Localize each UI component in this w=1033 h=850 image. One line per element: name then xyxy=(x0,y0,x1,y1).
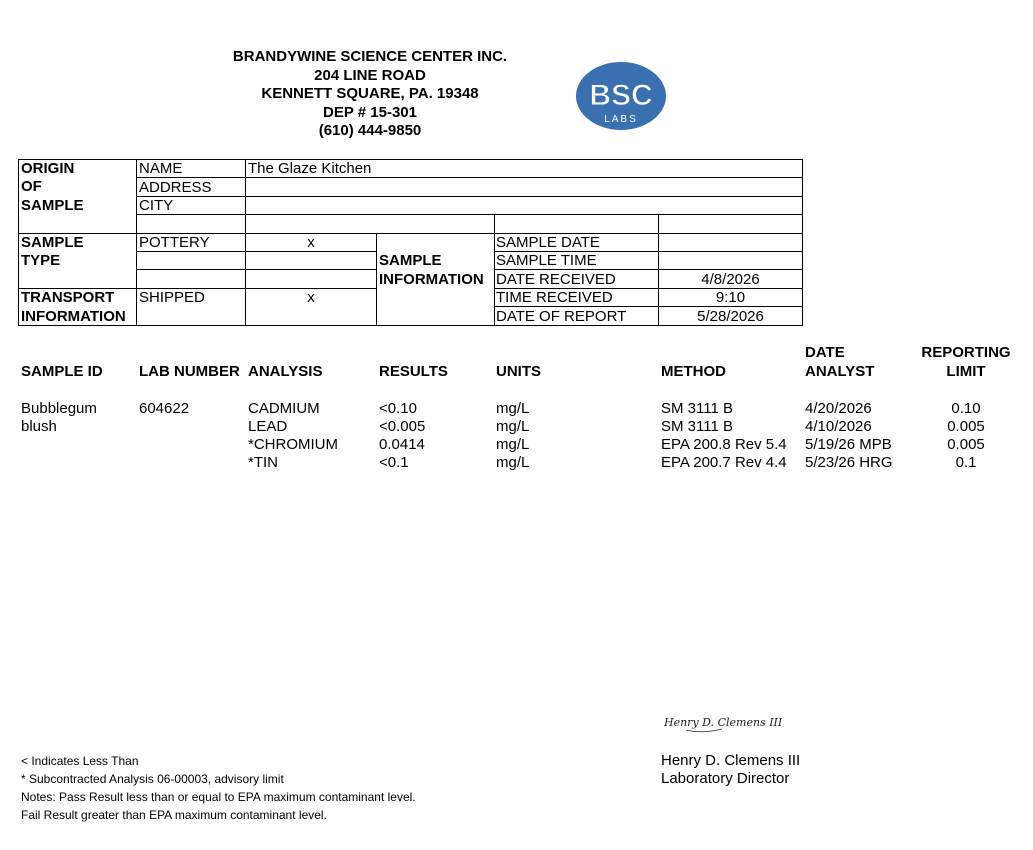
lab-phone: (610) 444-9850 xyxy=(318,122,422,140)
origin-label-1: ORIGIN xyxy=(21,160,75,177)
method-cell: EPA 200.8 Rev 5.4 xyxy=(661,436,787,453)
date-received-value: 4/8/2026 xyxy=(701,271,760,288)
lab-city: KENNETT SQUARE, PA. 19348 xyxy=(261,85,479,103)
footnote-fail: Fail Result greater than EPA maximum contaminant level. xyxy=(21,808,327,822)
shipped-checkmark: x xyxy=(307,289,315,306)
address-label: ADDRESS xyxy=(139,179,212,196)
svg-text:LABS: LABS xyxy=(604,114,638,125)
limit-cell: 0.10 xyxy=(951,400,981,417)
time-received-label: TIME RECEIVED xyxy=(496,289,613,306)
analysis-cell: CADMIUM xyxy=(248,400,320,417)
units-cell: mg/L xyxy=(496,418,530,435)
signatory-name: Henry D. Clemens III xyxy=(661,752,801,769)
city-label: CITY xyxy=(139,197,174,214)
signatory-title: Laboratory Director xyxy=(661,770,790,787)
col-header-reporting: REPORTING xyxy=(921,344,1011,361)
analysis-cell: LEAD xyxy=(248,418,288,435)
lab-dep-number: DEP # 15-301 xyxy=(323,103,417,121)
origin-label-2: OF xyxy=(21,178,42,195)
units-cell: mg/L xyxy=(496,400,530,417)
transport-label-2: INFORMATION xyxy=(21,308,126,325)
units-cell: mg/L xyxy=(496,436,530,453)
col-header-analysis: ANALYSIS xyxy=(248,363,323,380)
pottery-label: POTTERY xyxy=(139,234,210,251)
col-header-method: METHOD xyxy=(661,363,726,380)
sample-id-line-1: Bubblegum xyxy=(21,400,97,417)
lab-name: BRANDYWINE SCIENCE CENTER INC. xyxy=(232,48,508,65)
lab-header xyxy=(210,48,530,141)
name-value: The Glaze Kitchen xyxy=(248,160,372,177)
sample-time-label: SAMPLE TIME xyxy=(496,252,597,269)
sample-id-line-2: blush xyxy=(21,418,57,435)
method-cell: SM 3111 B xyxy=(661,400,733,417)
col-header-date: DATE xyxy=(805,344,845,361)
col-header-results: RESULTS xyxy=(379,363,448,380)
bsc-labs-logo xyxy=(575,60,667,132)
svg-text:Henry D. Clemens III: Henry D. Clemens III xyxy=(664,716,783,729)
sample-info-label-2: INFORMATION xyxy=(379,271,484,288)
date-analyst-cell: 5/19/26 MPB xyxy=(805,436,892,453)
date-report-value: 5/28/2026 xyxy=(697,308,764,325)
analysis-cell: *CHROMIUM xyxy=(248,436,338,453)
method-cell: SM 3111 B xyxy=(661,418,733,435)
footnote-less-than: < Indicates Less Than xyxy=(21,754,139,768)
analysis-cell: *TIN xyxy=(248,454,278,471)
footnote-pass: Notes: Pass Result less than or equal to EPA maximum contaminant level. xyxy=(21,790,416,804)
date-analyst-cell: 4/10/2026 xyxy=(805,418,872,435)
method-cell: EPA 200.7 Rev 4.4 xyxy=(661,454,787,471)
col-header-lab-number: LAB NUMBER xyxy=(139,363,240,380)
limit-cell: 0.005 xyxy=(947,418,985,435)
result-cell: 0.0414 xyxy=(379,436,425,453)
transport-label-1: TRANSPORT xyxy=(21,289,115,306)
date-analyst-cell: 5/23/26 HRG xyxy=(805,454,893,471)
result-cell: <0.005 xyxy=(379,418,426,435)
date-report-label: DATE OF REPORT xyxy=(496,308,627,325)
sample-date-label: SAMPLE DATE xyxy=(496,234,600,251)
sample-type-label-1: SAMPLE xyxy=(21,234,84,251)
result-cell: <0.10 xyxy=(379,400,417,417)
col-header-units: UNITS xyxy=(496,363,541,380)
time-received-value: 9:10 xyxy=(715,289,746,306)
origin-label-3: SAMPLE xyxy=(21,197,84,214)
handwritten-signature xyxy=(662,708,792,736)
lab-street: 204 LINE ROAD xyxy=(314,66,426,84)
units-cell: mg/L xyxy=(496,454,530,471)
svg-text:BSC: BSC xyxy=(589,79,653,112)
col-header-analyst: ANALYST xyxy=(805,363,875,380)
sample-info-label-1: SAMPLE xyxy=(379,252,442,269)
shipped-label: SHIPPED xyxy=(139,289,205,306)
date-received-label: DATE RECEIVED xyxy=(496,271,616,288)
pottery-checkmark: x xyxy=(307,234,315,251)
result-cell: <0.1 xyxy=(379,454,409,471)
lab-number: 604622 xyxy=(139,400,190,417)
name-label: NAME xyxy=(139,160,183,177)
col-header-limit: LIMIT xyxy=(946,363,986,380)
limit-cell: 0.1 xyxy=(955,454,977,471)
footnote-subcontracted: * Subcontracted Analysis 06-00003, advisory limit xyxy=(21,772,284,786)
limit-cell: 0.005 xyxy=(947,436,985,453)
sample-type-label-2: TYPE xyxy=(21,252,61,269)
col-header-sample-id: SAMPLE ID xyxy=(21,363,103,380)
date-analyst-cell: 4/20/2026 xyxy=(805,400,872,417)
